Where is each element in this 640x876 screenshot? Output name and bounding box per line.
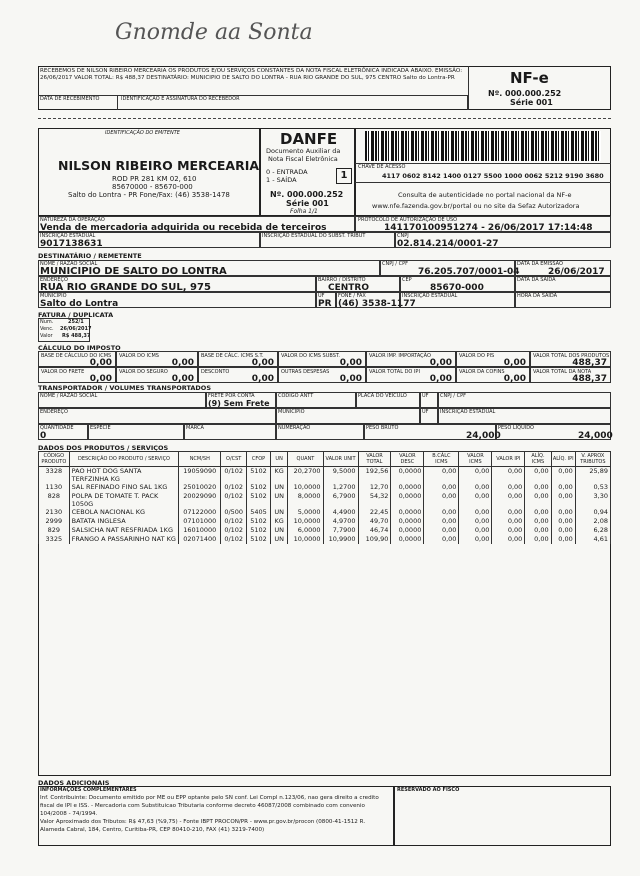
table-cell: 0,0000 [391,483,424,492]
carrier-address-label: ENDEREÇO [40,409,68,415]
tax-label: VALOR DO PIS [459,353,495,359]
column-header: UN [270,452,288,467]
recipient-section-title: DESTINATÁRIO / REMETENTE [38,252,142,260]
column-header: B.CÁLC ICMS [424,452,459,467]
table-cell: 828 [39,492,70,508]
city-label: MUNICÍPIO [40,293,67,299]
table-cell: UN [270,526,288,535]
table-cell: 0/500 [221,508,247,517]
table-cell: 22,45 [358,508,391,517]
table-cell: 0,00 [424,483,459,492]
tax-cell [278,351,366,367]
table-cell: 0/102 [221,535,247,544]
tax-label: VALOR DO SEGURO [119,369,168,375]
info-line-1: Inf. Contribuinte: Documento emitido por ME ou EPP optante pelo SN conf. Lei Compl n.123/06, nao gera direito a credito [40,795,379,801]
table-cell: 0,00 [525,526,551,535]
table-cell: 0/102 [221,467,247,484]
dup-value: R$ 488,37 [62,333,91,339]
table-cell: 5102 [247,517,271,526]
table-cell: 0,00 [551,467,575,484]
dup-num: 252/1 [68,319,84,325]
recipient-address: RUA RIO GRANDE DO SUL, 975 [40,282,211,293]
tax-label: VALOR IMP. IMPORTAÇÃO [369,353,431,359]
table-cell: 0,0000 [391,492,424,508]
net-weight-label: PESO LÍQUIDO [498,425,534,431]
table-cell: BATATA INGLESA [69,517,179,526]
table-cell: 0,00 [424,508,459,517]
tax-cell [530,367,611,383]
table-cell: 0/102 [221,526,247,535]
table-row [39,508,611,517]
column-header: NCM/SH [179,452,221,467]
table-cell: POLPA DE TOMATE T. PACK 1050G [69,492,179,508]
table-row [39,535,611,544]
protocol-value: 141170100951274 - 26/06/2017 17:14:48 [384,223,593,233]
table-cell: 19059090 [179,467,221,484]
column-header: VALOR DESC [391,452,424,467]
info-line-2: fiscal de IPI e ISS. - Mercadoria com Substituicao Tributaria conforme decreto 46087/2008 combinado com convenio [40,803,365,809]
carrier-city-label: MUNICÍPIO [278,409,305,415]
table-cell: 192,56 [358,467,391,484]
table-cell: 10,0000 [288,535,323,544]
dup-due-label: Venc. [40,326,54,332]
receipt-date-label: DATA DE RECEBIMENTO [40,96,100,102]
cep: 85670-000 [430,283,484,293]
danfe-number: Nº. 000.000.252 [270,190,344,199]
tax-value: 488,37 [572,374,607,384]
table-cell: 0,0000 [391,517,424,526]
info-line-5: Alameda Cabral, 184, Centro, Curitiba-PR, CEP 80410-210, FAX (41) 3219-7400) [40,827,265,833]
tax-label: OUTRAS DESPESAS [281,369,330,375]
table-cell: 12,70 [358,483,391,492]
tax-label: VALOR DO ICMS SUBST. [281,353,340,359]
table-cell: 2,08 [575,517,610,526]
cep-label: CEP [402,277,412,283]
table-cell: PAO HOT DOG SANTA TERFZINHA KG [69,467,179,484]
fisco-box [394,786,611,846]
table-cell: SAL REFINADO FINO SAL 1KG [69,483,179,492]
table-cell: 0,00 [424,467,459,484]
table-cell: 6,0000 [288,526,323,535]
table-cell: 0,00 [525,492,551,508]
table-cell: 02071400 [179,535,221,544]
column-header: VALOR TOTAL [358,452,391,467]
access-key-label: CHAVE DE ACESSO [358,164,406,170]
info-line-4: Valor Aproximado dos Tributos: R$ 47,63 (%9,75) - Fonte IBPT PROCON/PR - www.pr.gov.br/procon (0800-41-1512 R. [40,819,366,825]
table-cell: 0,00 [459,467,492,484]
tax-cell [116,367,198,383]
table-cell: 0,00 [492,535,525,544]
table-cell: 49,70 [358,517,391,526]
info-line-3: 104/2008 - 74/1994. [40,811,98,817]
additional-section-title: DADOS ADICIONAIS [38,779,110,787]
table-cell: 20029090 [179,492,221,508]
table-cell: 1,2700 [323,483,358,492]
table-cell: 0,00 [525,508,551,517]
exit-time-label: HORA DA SAÍDA [517,293,558,299]
table-cell: 0,94 [575,508,610,517]
table-cell: 0,00 [525,483,551,492]
column-header: ALÍQ. ICMS [525,452,551,467]
tax-cell [278,367,366,383]
table-cell: 7,7900 [323,526,358,535]
table-cell: 3328 [39,467,70,484]
tax-value: 0,00 [251,358,274,368]
tax-value: 0,00 [503,358,526,368]
table-cell: 9,5000 [323,467,358,484]
column-header: VALOR IPI [492,452,525,467]
state: PR [318,299,332,309]
table-cell: UN [270,492,288,508]
tax-value: 0,00 [89,358,112,368]
species-label: ESPÉCIE [90,425,111,431]
column-header: VALOR UNIT [323,452,358,467]
consulta-line-1: Consulta de autenticidade no portal nacional da NF-e [398,191,572,199]
plate-label: PLACA DO VEÍCULO [358,393,407,399]
table-cell: 0,00 [459,517,492,526]
table-cell: 0,00 [424,535,459,544]
info-label: INFORMAÇÕES COMPLEMENTARES [40,787,137,793]
phone-label: FONE / FAX [338,293,366,299]
nature-value: Venda de mercadoria adquirida ou recebida de terceiros [40,223,327,233]
table-cell: 25,89 [575,467,610,484]
carrier-cnpj-label: CNPJ / CPF [440,393,466,399]
table-cell: 6,7900 [323,492,358,508]
tax-cell [366,367,456,383]
carrier-section-title: TRANSPORTADOR / VOLUMES TRANSPORTADOS [38,384,212,392]
district: CENTRO [328,283,370,293]
recipient-name: MUNICIPIO DE SALTO DO LONTRA [40,266,227,277]
table-cell: 4,4900 [323,508,358,517]
phone: (46) 3538-1177 [338,299,416,309]
district-label: BAIRRO / DISTRITO [318,277,366,283]
city: Salto do Lontra [40,299,119,309]
state-label: UF [318,293,325,299]
tax-cell [38,351,116,367]
table-cell: 0,00 [551,483,575,492]
table-cell: UN [270,508,288,517]
table-cell: 0,00 [424,492,459,508]
table-cell: 0/102 [221,483,247,492]
issuer-cnpj-value: 02.814.214/0001-27 [397,239,499,249]
tax-value: 0,00 [339,374,362,384]
table-row [39,526,611,535]
ie-label: INSCRIÇÃO ESTADUAL [40,233,96,239]
fisco-label: RESERVADO AO FISCO [397,787,460,793]
tax-value: 0,00 [171,374,194,384]
tax-cell [530,351,611,367]
table-cell: 0,00 [492,483,525,492]
danfe-sheet: Folha 1/1 [290,208,318,215]
tax-value: 0,00 [429,374,452,384]
danfe-type-box: 1 [336,168,352,184]
qty-label: QUANTIDADE [40,425,74,431]
table-cell: 10,0000 [288,483,323,492]
table-cell: 0,00 [424,517,459,526]
table-cell: 10,0000 [288,517,323,526]
table-cell: 2130 [39,508,70,517]
table-cell: 0,00 [551,517,575,526]
table-cell: 0,00 [492,517,525,526]
table-row [39,467,611,484]
column-header: VALOR ICMS [459,452,492,467]
table-cell: 5102 [247,535,271,544]
table-cell: 16010000 [179,526,221,535]
issuer-cnpj-label: CNPJ [397,233,409,239]
table-cell: 0,00 [551,508,575,517]
table-cell: 6,28 [575,526,610,535]
table-cell: 0,00 [459,508,492,517]
table-cell: CEBOLA NACIONAL KG [69,508,179,517]
table-cell: 1130 [39,483,70,492]
table-cell: KG [270,467,288,484]
table-cell: 5102 [247,526,271,535]
table-row [39,517,611,526]
brand-label: MARCA [186,425,204,431]
table-cell: 0,00 [459,526,492,535]
table-cell: 0,0000 [391,535,424,544]
table-cell: 07101000 [179,517,221,526]
issue-date-label: DATA DA EMISSÃO [517,261,563,267]
table-cell: 3,30 [575,492,610,508]
recipient-ie-label: INSCRIÇÃO ESTADUAL [402,293,458,299]
table-cell: 54,32 [358,492,391,508]
table-cell: 46,74 [358,526,391,535]
table-cell: 0,00 [551,535,575,544]
table-cell: 2999 [39,517,70,526]
column-header: O/CST [221,452,247,467]
recipient-name-label: NOME / RAZÃO SOCIAL [40,261,98,267]
tax-cell [456,367,530,383]
table-row [39,483,611,492]
carrier-ie-label: INSCRIÇÃO ESTADUAL [440,409,496,415]
table-cell: UN [270,483,288,492]
table-cell: FRANGO A PASSARINHO NAT KG [69,535,179,544]
table-cell: 0,00 [551,526,575,535]
tax-cell [198,351,278,367]
table-cell: 0,00 [525,535,551,544]
table-cell: 0,00 [525,467,551,484]
net-weight: 24,000 [578,431,613,441]
tax-cell [116,351,198,367]
table-cell: 4,61 [575,535,610,544]
recipient-address-label: ENDEREÇO [40,277,68,283]
handwritten-note: Gnomde aa Sonta [115,20,313,45]
table-cell: 0,00 [492,526,525,535]
gross-weight: 24,000 [466,431,501,441]
antt-label: CÓDIGO ANTT [278,393,314,399]
column-header: QUANT [288,452,323,467]
protocol-label: PROTOCOLO DE AUTORIZAÇÃO DE USO [358,217,458,223]
exit-date-label: DATA DA SAÍDA [517,277,556,283]
table-cell: 0/102 [221,492,247,508]
table-cell: 4,9700 [323,517,358,526]
receipt-signature-label: IDENTIFICAÇÃO E ASSINATURA DO RECEBEDOR [121,96,240,102]
barcode [365,131,601,161]
table-cell: SALSICHA NAT RESFRIADA 1KG [69,526,179,535]
dup-value-label: Valor [40,333,53,339]
danfe-sub-2: Nota Fiscal Eletrônica [268,155,338,163]
tax-label: VALOR DO FRETE [41,369,85,375]
table-cell: 25010020 [179,483,221,492]
tax-label: BASE DE CÁLCULO DO ICMS [41,353,112,359]
table-cell: 5102 [247,483,271,492]
table-cell: 20,2700 [288,467,323,484]
carrier-uf2-label: UF [422,409,429,415]
danfe-sub-1: Documento Auxiliar da [266,147,341,155]
tax-value: 0,00 [429,358,452,368]
stub-nfe-title: NF-e [510,69,549,87]
column-header: ALÍQ. IPI [551,452,575,467]
tax-label: VALOR TOTAL DA NOTA [533,369,592,375]
invoice-section-title: FATURA / DUPLICATA [38,311,114,319]
tax-label: VALOR TOTAL DOS PRODUTOS [533,353,610,359]
table-cell: 0,00 [492,467,525,484]
issuer-label: IDENTIFICAÇÃO DO EMITENTE [105,130,180,136]
tax-cell [38,367,116,383]
recipient-cnpj-label: CNPJ / CPF [382,261,408,267]
qty-value: 0 [40,431,47,441]
table-cell: 0,00 [525,517,551,526]
table-cell: 0,53 [575,483,610,492]
consulta-line-2: www.nfe.fazenda.gov.br/portal ou no site da Sefaz Autorizadora [372,202,580,210]
table-cell: 0,0000 [391,526,424,535]
table-cell: 8,0000 [288,492,323,508]
numbering-label: NUMERAÇÃO [278,425,311,431]
tax-value: 0,00 [89,374,112,384]
table-cell: 0,00 [459,492,492,508]
issuer-address-2: 85670000 - 85670-000 [112,183,193,191]
freight-label: FRETE POR CONTA [208,393,255,399]
danfe-series: Série 001 [286,199,329,208]
tax-value: 0,00 [503,374,526,384]
table-cell: 5405 [247,508,271,517]
freight-value: (9) Sem Frete [208,399,270,408]
tax-value: 0,00 [339,358,362,368]
table-cell: UN [270,535,288,544]
table-cell: 5,0000 [288,508,323,517]
table-cell: 10,9900 [323,535,358,544]
table-cell: 0,00 [492,492,525,508]
issuer-name: NILSON RIBEIRO MERCEARIA [58,158,260,173]
column-header: CÓDIGO PRODUTO [39,452,70,467]
column-header: V. APROX TRIBUTOS [575,452,610,467]
tax-value: 0,00 [251,374,274,384]
nature-label: NATUREZA DA OPERAÇÃO [40,217,105,223]
table-cell: 0,0000 [391,508,424,517]
products-table [38,451,611,544]
carrier-uf-label: UF [422,393,429,399]
access-key-value: 4117 0602 8142 1400 0127 5500 1000 0062 5212 9190 3680 [382,172,604,180]
tax-value: 488,37 [572,358,607,368]
table-cell: 5102 [247,492,271,508]
carrier-name-label: NOME / RAZÃO SOCIAL [40,393,98,399]
tax-label: VALOR DA COFINS [459,369,505,375]
tax-label: DESCONTO [201,369,230,375]
dup-due: 26/06/2017 [60,326,92,332]
danfe-title: DANFE [280,130,338,148]
table-cell: 07122000 [179,508,221,517]
stub-series: Série 001 [510,98,553,107]
table-cell: 109,90 [358,535,391,544]
tax-cell [456,351,530,367]
gross-weight-label: PESO BRUTO [366,425,399,431]
products-section-title: DADOS DOS PRODUTOS / SERVIÇOS [38,444,169,452]
table-cell: 0/102 [221,517,247,526]
tax-cell [366,351,456,367]
stub-number: Nº. 000.000.252 [488,89,562,98]
dup-num-label: Num. [40,319,54,325]
table-cell: 0,0000 [391,467,424,484]
tax-label: BASE DE CÁLC. ICMS S.T. [201,353,264,359]
table-cell: 5102 [247,467,271,484]
table-cell: KG [270,517,288,526]
table-cell: 0,00 [459,535,492,544]
table-cell: 829 [39,526,70,535]
danfe-saida: 1 - SAÍDA [266,176,297,184]
issue-date: 26/06/2017 [548,267,605,277]
table-cell: 0,00 [551,492,575,508]
ie-st-label: INSCRIÇÃO ESTADUAL DO SUBST. TRIBUT [262,233,366,239]
table-cell: 3325 [39,535,70,544]
recipient-cnpj: 76.205.707/0001-04 [418,267,520,277]
table-row [39,492,611,508]
tax-value: 0,00 [171,358,194,368]
cut-line [38,118,611,119]
tax-section-title: CÁLCULO DO IMPOSTO [38,344,121,352]
ie-value: 9017138631 [40,239,103,249]
receipt-text: RECEBEMOS DE NILSON RIBEIRO MERCEARIA OS PRODUTOS E/OU SERVIÇOS CONSTANTES DA NOTA FISCAL ELETRÔNICA INDICADA ABAIXO. EMISSÃO: 26/06/2017 VALOR TOTAL: R$ 488,37 DESTINATÁRIO: MUNICIPIO DE SALTO DO LONTRA - RUA RIO GRANDE DO SUL, 975 CENTRO Salto do Lontra-PR [40,68,463,81]
issuer-address-1: ROD PR 281 KM 02, 610 [112,175,197,183]
column-header: DESCRIÇÃO DO PRODUTO / SERVIÇO [69,452,179,467]
danfe-entrada: 0 - ENTRADA [266,168,308,176]
issuer-address-3: Salto do Lontra - PR Fone/Fax: (46) 3538-1478 [68,191,230,199]
table-cell: 0,00 [492,508,525,517]
tax-cell [198,367,278,383]
tax-label: VALOR TOTAL DO IPI [369,369,420,375]
column-header: CFOP [247,452,271,467]
table-cell: 0,00 [459,483,492,492]
tax-label: VALOR DO ICMS [119,353,159,359]
table-cell: 0,00 [424,526,459,535]
